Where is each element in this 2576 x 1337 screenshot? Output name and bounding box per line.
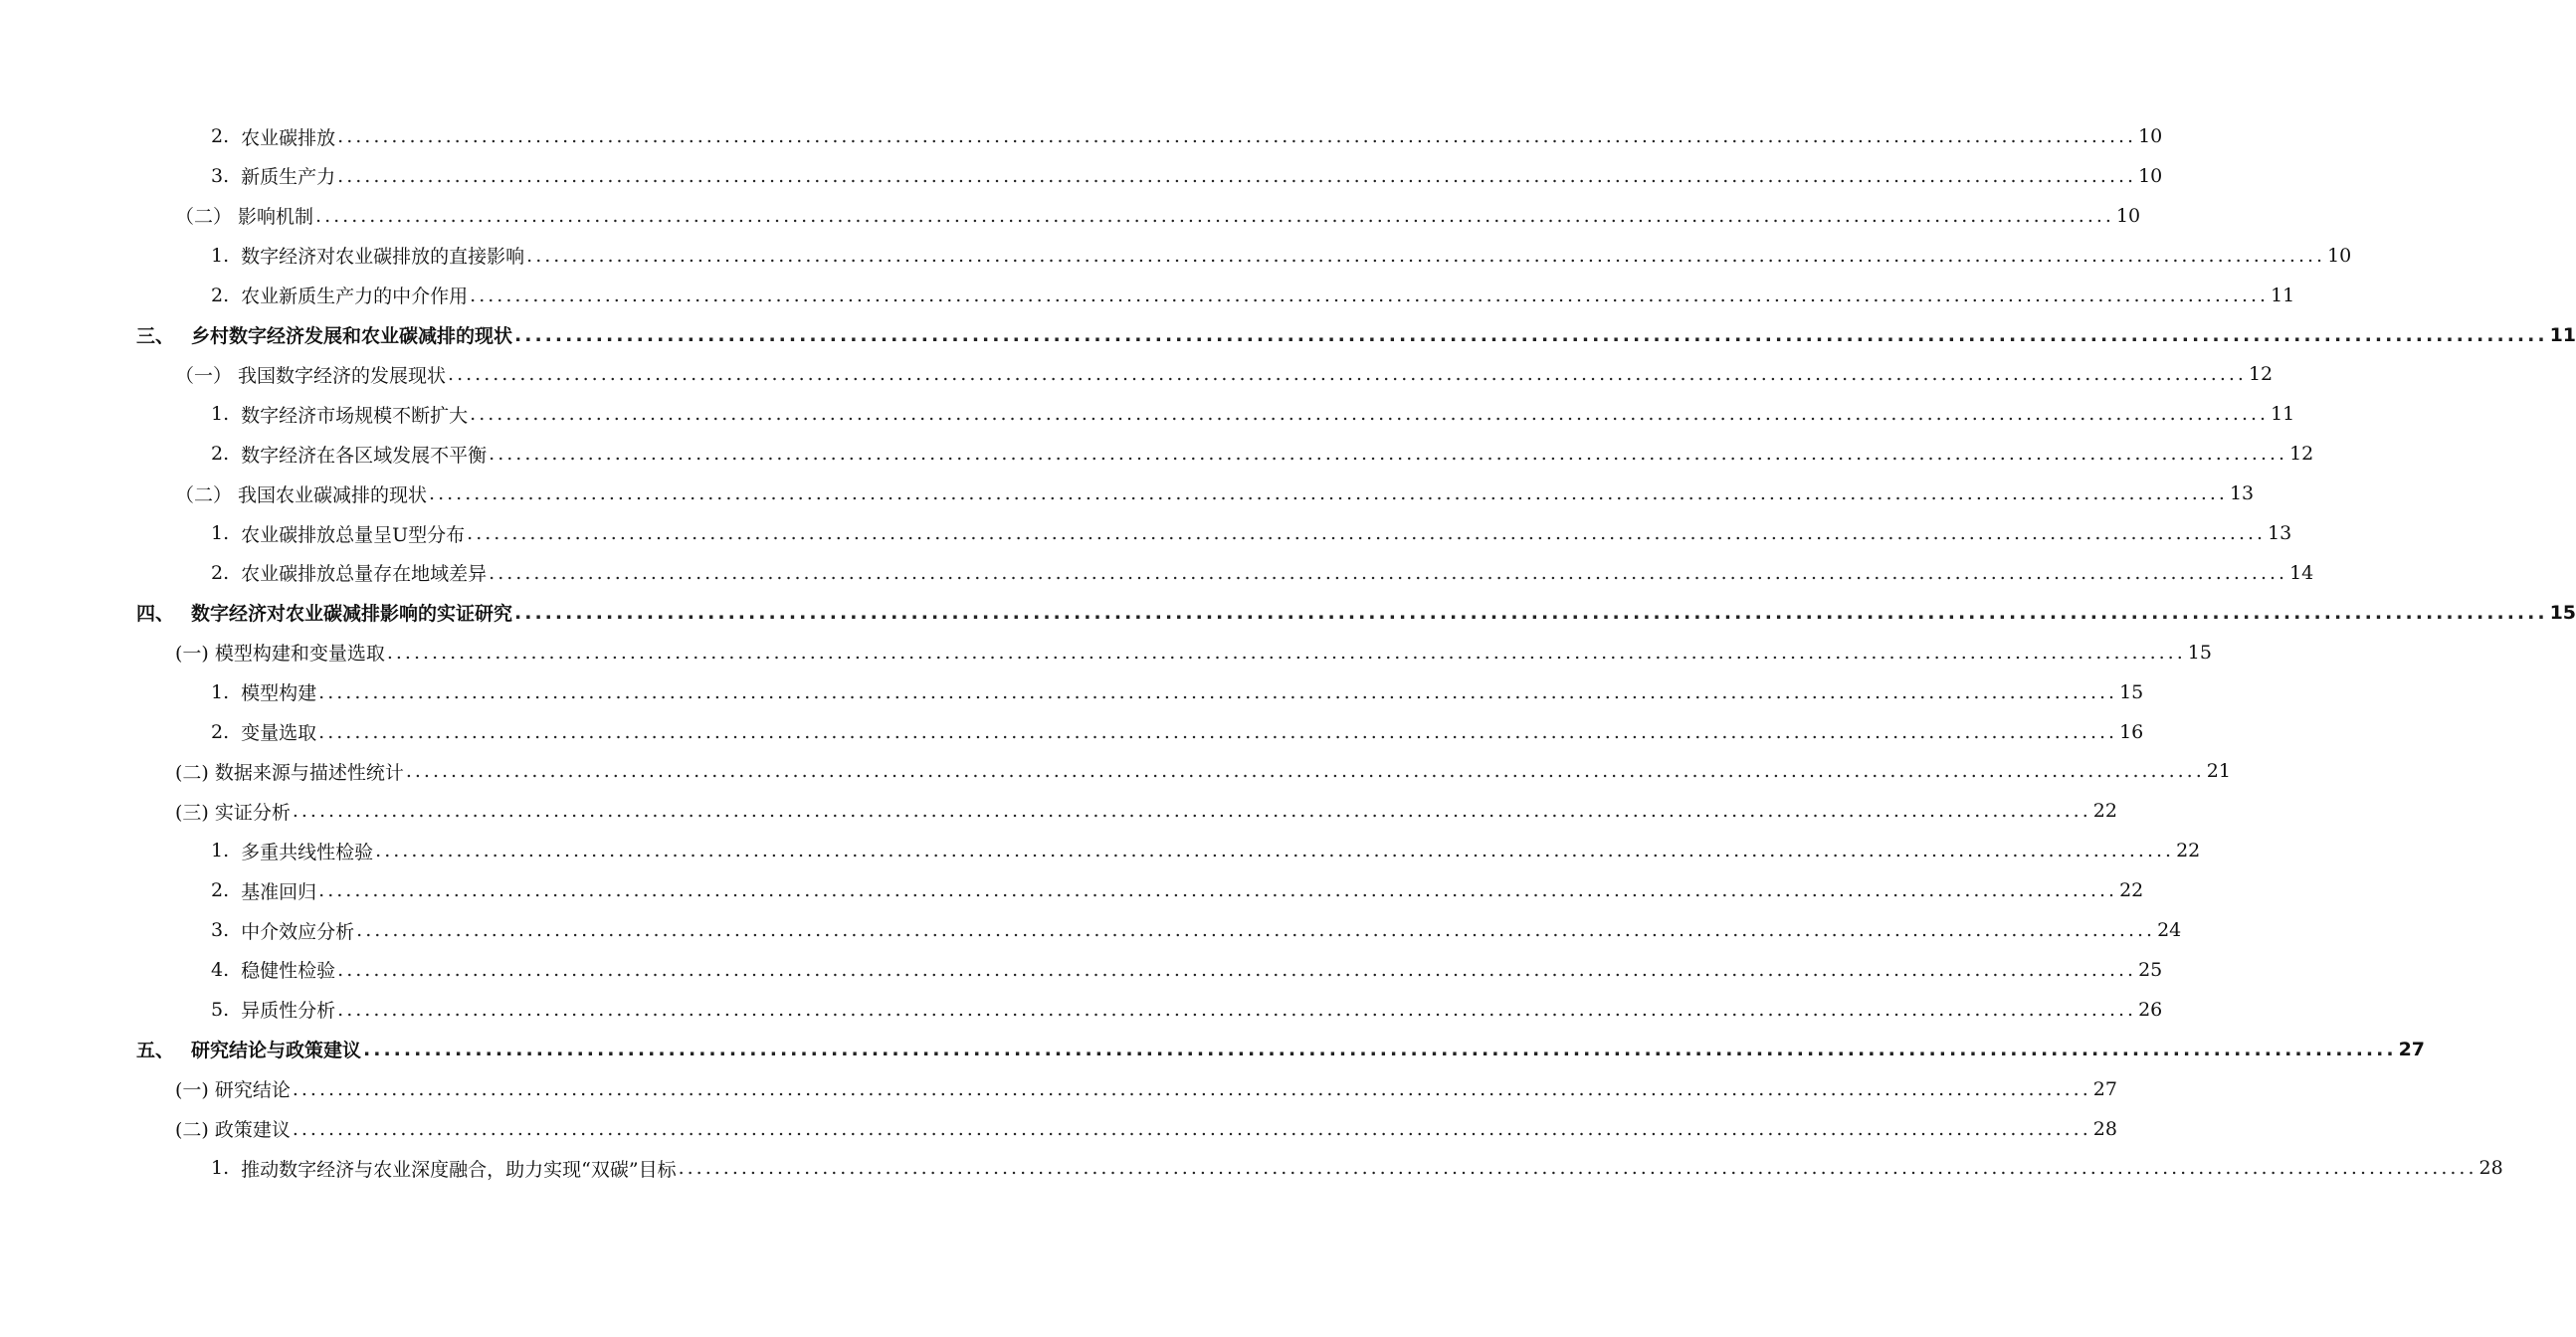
toc-leader-dots: ........................................................................................................................................................................................................ xyxy=(514,323,2548,346)
toc-entry-page: 15 xyxy=(2119,680,2144,703)
toc-entry[interactable] xyxy=(211,712,2144,752)
toc-leader-dots: ........................................................................................................................................................................................................ xyxy=(292,1117,2091,1140)
toc-entry-title: 农业碳排放总量呈U型分布 xyxy=(241,523,466,546)
toc-entry-title: 多重共线性检验 xyxy=(241,841,374,863)
toc-leader-dots: ........................................................................................................................................................................................................ xyxy=(429,482,2228,505)
toc-chapter-entry[interactable] xyxy=(136,1030,2426,1069)
toc-entry-number: (二) xyxy=(175,761,209,784)
toc-entry-title: 数据来源与描述性统计 xyxy=(214,761,404,784)
toc-entry-title: 异质性分析 xyxy=(241,1000,336,1023)
toc-entry-page: 12 xyxy=(2248,363,2274,386)
toc-entry[interactable] xyxy=(175,1109,2117,1149)
toc-entry-number: (三) xyxy=(175,801,209,824)
toc-entry-title: 农业碳排放总量存在地域差异 xyxy=(241,563,488,586)
toc-entry-page: 28 xyxy=(2478,1157,2503,1180)
toc-entry[interactable] xyxy=(175,791,2117,831)
toc-entry-title: 农业碳排放 xyxy=(241,126,336,149)
toc-entry-number: (二) xyxy=(175,1119,209,1141)
toc-entry-number: (一) xyxy=(175,643,209,666)
toc-entry-number: 1. xyxy=(211,244,230,267)
toc-entry-number: 1. xyxy=(211,840,230,862)
toc-leader-dots: ........................................................................................................................................................................................................ xyxy=(470,403,2270,426)
toc-entry-title: 稳健性检验 xyxy=(241,960,336,983)
toc-entry-page: 10 xyxy=(2327,244,2352,267)
toc-entry-number: 4. xyxy=(211,958,230,981)
toc-entry-title: 模型构建 xyxy=(241,682,317,705)
toc-entry-number: 3. xyxy=(211,919,230,941)
toc-leader-dots: ........................................................................................................................................................................................................ xyxy=(318,720,2118,743)
toc-entry-number: 2. xyxy=(211,125,230,147)
toc-entry-title: 我国数字经济的发展现状 xyxy=(238,364,447,387)
toc-leader-dots: ........................................................................................................................................................................................................ xyxy=(386,641,2186,664)
toc-leader-dots: ........................................................................................................................................................................................................ xyxy=(514,601,2548,624)
toc-leader-dots: ........................................................................................................................................................................................................ xyxy=(678,1157,2477,1180)
toc-entry[interactable] xyxy=(175,633,2212,672)
toc-entry-title: 研究结论 xyxy=(214,1079,291,1102)
toc-entry-number: 1. xyxy=(211,403,230,426)
toc-entry-title: 我国农业碳减排的现状 xyxy=(238,483,428,506)
toc-entry-page: 10 xyxy=(2115,204,2141,227)
toc-leader-dots: ........................................................................................................................................................................................................ xyxy=(489,561,2288,584)
toc-entry[interactable] xyxy=(211,434,2314,474)
toc-entry[interactable] xyxy=(175,751,2231,791)
toc-leader-dots: ........................................................................................................................................................................................................ xyxy=(318,879,2118,902)
toc-entry[interactable] xyxy=(175,1069,2117,1109)
toc-chapter-entry[interactable] xyxy=(136,315,2576,355)
toc-entry-number: （二） xyxy=(175,206,233,229)
toc-entry-page: 11 xyxy=(2549,323,2576,346)
toc-entry-number: 1. xyxy=(211,522,230,544)
toc-leader-dots: ........................................................................................................................................................................................................ xyxy=(363,1038,2397,1060)
toc-entry[interactable] xyxy=(211,394,2295,434)
toc-chapter-entry[interactable] xyxy=(136,593,2576,633)
toc-entry-title: 实证分析 xyxy=(214,801,291,824)
toc-entry[interactable] xyxy=(175,354,2274,394)
toc-leader-dots: ........................................................................................................................................................................................................ xyxy=(337,164,2137,187)
toc-entry-page: 25 xyxy=(2138,958,2163,981)
toc-entry-title: 乡村数字经济发展和农业碳减排的现状 xyxy=(191,325,513,347)
toc-entry-title: 数字经济对农业碳减排影响的实证研究 xyxy=(191,603,513,626)
toc-entry-page: 27 xyxy=(2092,1077,2117,1100)
toc-entry[interactable] xyxy=(211,513,2292,553)
toc-entry-page: 24 xyxy=(2157,919,2182,941)
toc-entry-number: 1. xyxy=(211,1157,230,1180)
toc-entry[interactable] xyxy=(211,910,2182,950)
toc-entry-page: 11 xyxy=(2271,403,2295,426)
toc-entry-title: 模型构建和变量选取 xyxy=(214,643,385,666)
toc-leader-dots: ........................................................................................................................................................................................................ xyxy=(315,204,2114,227)
toc-entry[interactable] xyxy=(211,870,2144,910)
toc-leader-dots: ........................................................................................................................................................................................................ xyxy=(375,840,2175,862)
toc-entry-page: 14 xyxy=(2289,561,2314,584)
toc-entry-number: （一） xyxy=(175,364,233,387)
toc-entry-number: 2. xyxy=(211,720,230,743)
toc-entry-page: 10 xyxy=(2138,164,2163,187)
toc-entry-number: （二） xyxy=(175,483,233,506)
toc-entry[interactable] xyxy=(211,831,2201,870)
toc-entry-number: 三、 xyxy=(136,325,175,347)
toc-entry-number: 2. xyxy=(211,284,230,306)
toc-entry-page: 22 xyxy=(2092,800,2117,823)
toc-entry[interactable] xyxy=(175,474,2255,513)
toc-entry-title: 中介效应分析 xyxy=(241,920,355,943)
toc-entry-title: 基准回归 xyxy=(241,880,317,903)
toc-entry-page: 10 xyxy=(2138,125,2163,147)
toc-entry-page: 12 xyxy=(2289,443,2314,466)
toc-entry[interactable] xyxy=(211,950,2163,990)
toc-entry-number: (一) xyxy=(175,1079,209,1102)
toc-entry[interactable] xyxy=(211,1148,2503,1188)
toc-entry-number: 2. xyxy=(211,443,230,466)
toc-entry-title: 变量选取 xyxy=(241,722,317,744)
toc-entry[interactable] xyxy=(211,236,2352,276)
toc-entry-page: 15 xyxy=(2549,601,2576,624)
toc-entry[interactable] xyxy=(211,116,2163,156)
toc-leader-dots: ........................................................................................................................................................................................................ xyxy=(405,760,2205,783)
toc-entry-title: 新质生产力 xyxy=(241,166,336,189)
toc-entry-page: 11 xyxy=(2271,284,2295,306)
toc-entry-title: 政策建议 xyxy=(214,1119,291,1141)
toc-leader-dots: ........................................................................................................................................................................................................ xyxy=(318,680,2118,703)
toc-entry-page: 22 xyxy=(2176,840,2201,862)
toc-entry-number: 2. xyxy=(211,561,230,584)
toc-entry-number: 四、 xyxy=(136,603,175,626)
toc-entry-title: 农业新质生产力的中介作用 xyxy=(241,286,469,308)
toc-leader-dots: ........................................................................................................................................................................................................ xyxy=(292,1077,2091,1100)
toc-leader-dots: ........................................................................................................................................................................................................ xyxy=(448,363,2247,386)
toc-entry[interactable] xyxy=(211,276,2295,315)
toc-entry-page: 15 xyxy=(2187,641,2212,664)
toc-leader-dots: ........................................................................................................................................................................................................ xyxy=(356,919,2156,941)
toc-leader-dots: ........................................................................................................................................................................................................ xyxy=(467,522,2267,544)
toc-entry-page: 27 xyxy=(2398,1038,2426,1060)
toc-entry[interactable] xyxy=(175,196,2141,236)
toc-entry-title: 数字经济在各区域发展不平衡 xyxy=(241,444,488,467)
toc-entry-title: 影响机制 xyxy=(238,206,314,229)
toc-entry-page: 22 xyxy=(2119,879,2144,902)
toc-entry-title: 数字经济市场规模不断扩大 xyxy=(241,404,469,427)
toc-entry-page: 21 xyxy=(2206,760,2231,783)
toc-entry-page: 26 xyxy=(2138,998,2163,1021)
toc-entry-number: 2. xyxy=(211,879,230,902)
toc-entry-title: 数字经济对农业碳排放的直接影响 xyxy=(241,246,525,269)
toc-leader-dots: ........................................................................................................................................................................................................ xyxy=(526,244,2326,267)
toc-entry-number: 1. xyxy=(211,680,230,703)
toc-entry[interactable] xyxy=(211,672,2144,712)
toc-entry[interactable] xyxy=(211,553,2314,593)
toc-entry[interactable] xyxy=(211,156,2163,196)
toc-leader-dots: ........................................................................................................................................................................................................ xyxy=(470,284,2270,306)
toc-leader-dots: ........................................................................................................................................................................................................ xyxy=(489,443,2288,466)
toc-entry-page: 13 xyxy=(2229,482,2255,505)
toc-entry[interactable] xyxy=(211,990,2163,1030)
toc-entry-page: 28 xyxy=(2092,1117,2117,1140)
toc-leader-dots: ........................................................................................................................................................................................................ xyxy=(337,998,2137,1021)
toc-entry-number: 五、 xyxy=(136,1040,175,1062)
toc-entry-page: 13 xyxy=(2268,522,2292,544)
toc-entry-page: 16 xyxy=(2119,720,2144,743)
toc-entry-number: 5. xyxy=(211,998,230,1021)
toc-entry-number: 3. xyxy=(211,164,230,187)
toc-leader-dots: ........................................................................................................................................................................................................ xyxy=(337,958,2137,981)
toc-entry-title: 推动数字经济与农业深度融合，助力实现“双碳”目标 xyxy=(241,1158,677,1181)
toc-leader-dots: ........................................................................................................................................................................................................ xyxy=(337,125,2137,147)
toc-entry-title: 研究结论与政策建议 xyxy=(191,1040,362,1062)
toc-leader-dots: ........................................................................................................................................................................................................ xyxy=(292,800,2091,823)
